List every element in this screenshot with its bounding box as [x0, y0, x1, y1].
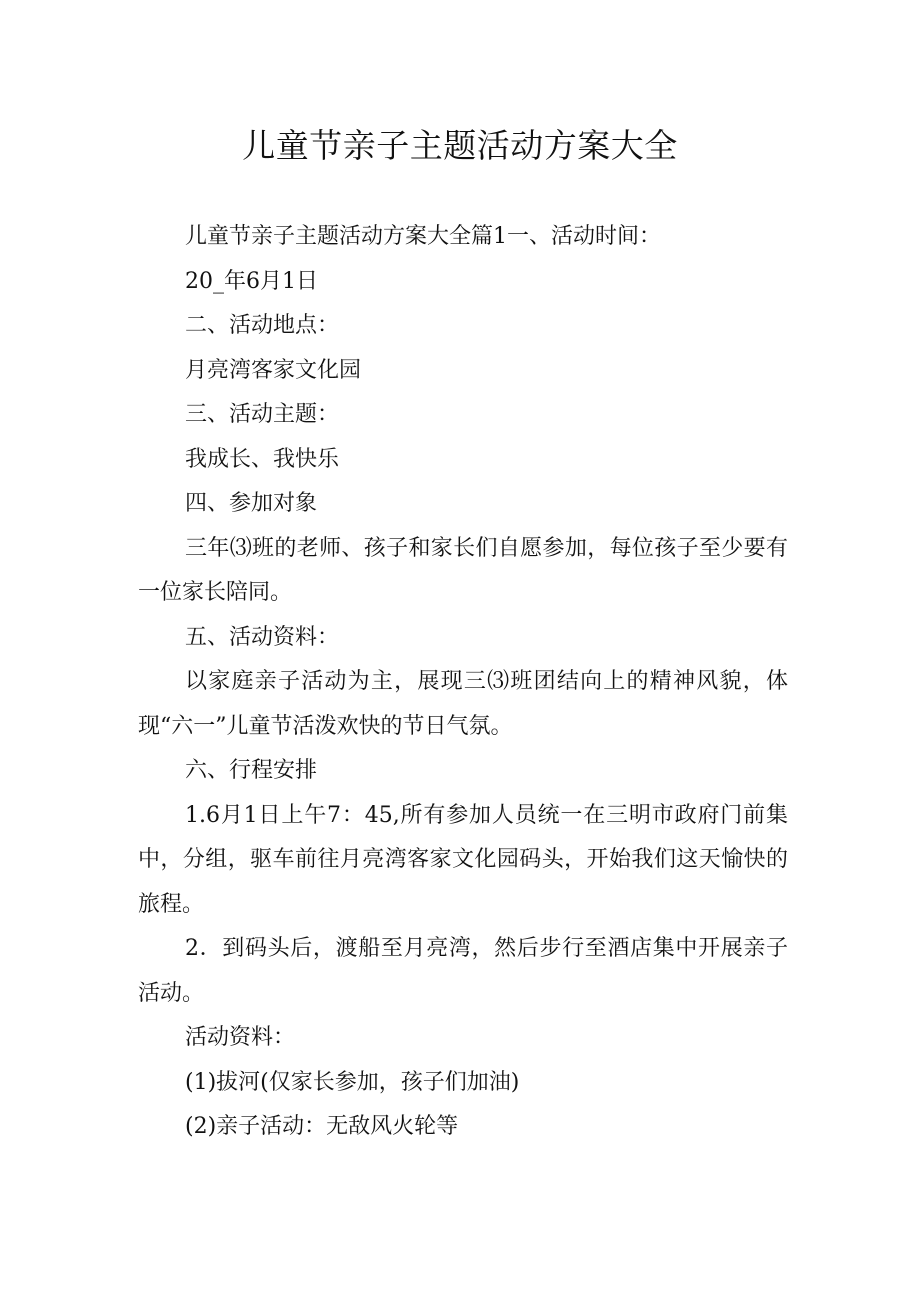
paragraph: 20_年6月1日: [185, 268, 318, 294]
paragraph: 活动资料：: [185, 1025, 296, 1050]
document-title: 儿童节亲子主题活动方案大全: [242, 126, 678, 165]
paragraph: 儿童节亲子主题活动方案大全篇1一、活动时间：: [185, 224, 661, 249]
paragraph: (2)亲子活动：无敌风火轮等: [185, 1114, 459, 1139]
paragraph: 五、活动资料：: [185, 624, 340, 650]
document-body: [138, 215, 788, 1150]
paragraph: 六、行程安排: [185, 758, 318, 783]
paragraph: 2．到码头后，渡船至月亮湾，然后步行至酒店集中开展亲子活动。: [138, 936, 788, 1006]
paragraph: 二、活动地点：: [185, 313, 340, 338]
paragraph: 三年⑶班的老师、孩子和家长们自愿参加，每位孩子至少要有一位家长陪同。: [138, 535, 788, 605]
paragraph: 以家庭亲子活动为主，展现三⑶班团结向上的精神风貌，体现“六一”儿童节活泼欢快的节日气氛。: [138, 669, 788, 739]
paragraph: 月亮湾客家文化园: [185, 357, 362, 383]
paragraph: 四、参加对象: [185, 491, 318, 516]
paragraph: 我成长、我快乐: [185, 446, 340, 472]
paragraph: (1)拔河(仅家长参加，孩子们加油): [185, 1069, 520, 1095]
paragraph: 1.6月1日上午7：45,所有参加人员统一在三明市政府门前集中，分组，驱车前往月亮湾客家文化园码头，开始我们这天愉快的旅程。: [138, 802, 788, 917]
paragraph: 三、活动主题：: [185, 402, 340, 427]
